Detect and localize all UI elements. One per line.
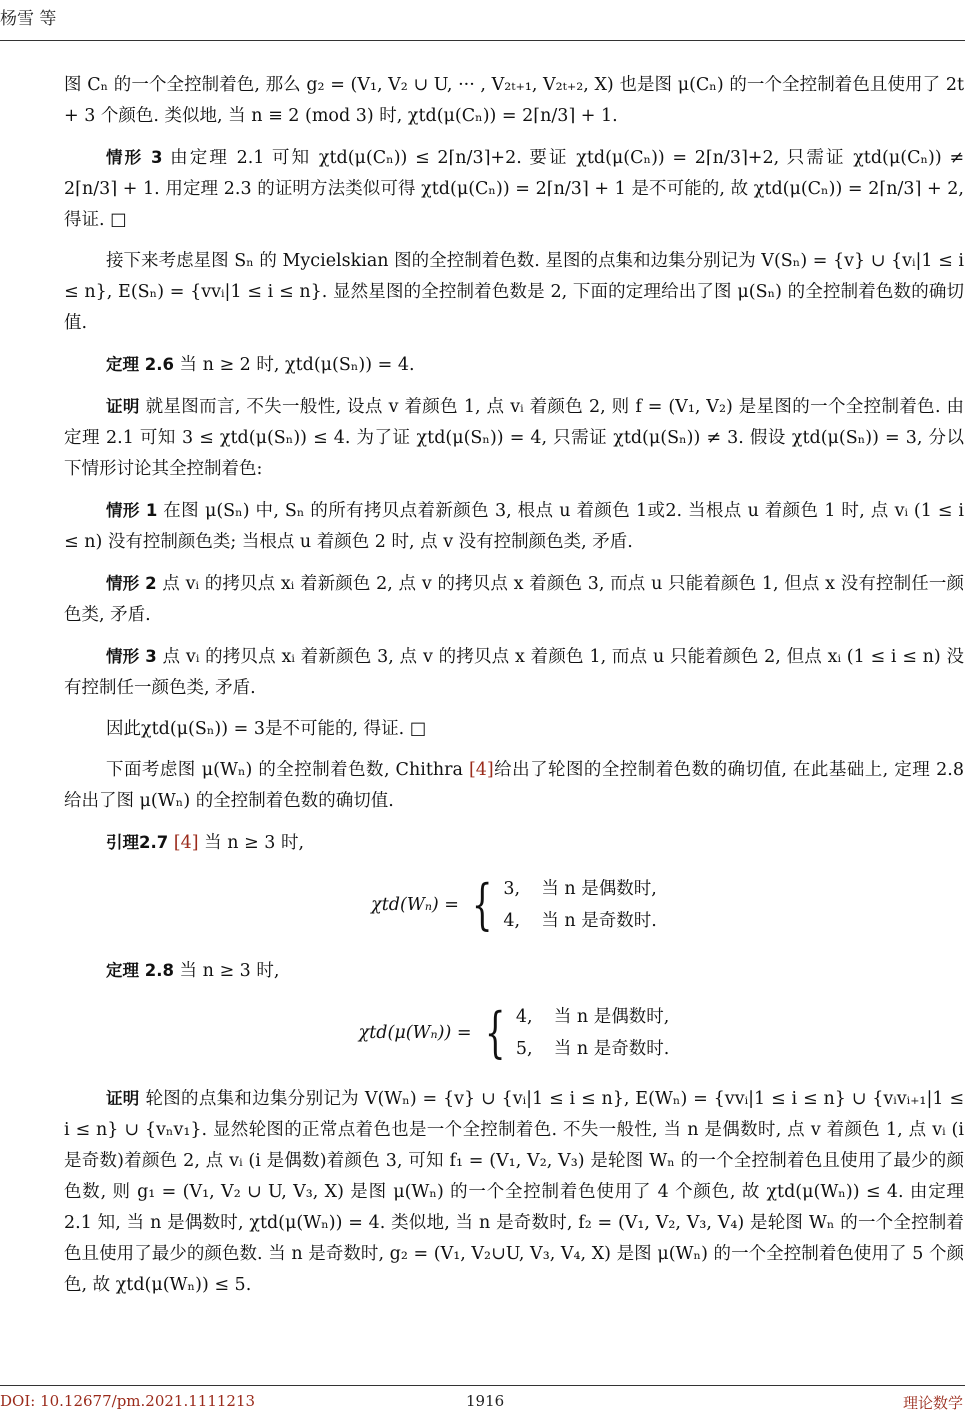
paragraph-text: 接下来考虑星图 Sₙ 的 Mycielskian 图的全控制着色数. 星图的点集和边集分别记为 V(Sₙ) = {v} ∪ {vᵢ|1 ≤ i ≤ n}, E(Sₙ) = {vvᵢ|1 ≤ i ≤ n}. 显然星图的全控制着色数是 2, 下面的定理给出了图 μ(Sₙ) 的全控制着色数的确切值.	[64, 251, 964, 333]
equation-theorem-2-8	[64, 1001, 964, 1065]
paragraph	[64, 70, 964, 132]
paragraph-text: 在图 μ(Sₙ) 中, Sₙ 的所有拷贝点着新颜色 3, 根点 u 着颜色 1或2. 当根点 u 着颜色 1 时, 点 vᵢ (1 ≤ i ≤ n) 没有控制颜色类; 当根点 u 着颜色 2 时, 点 v 没有控制颜色类, 矛盾.	[64, 501, 964, 552]
case-condition: 当 n 是偶数时,	[553, 1007, 670, 1027]
paragraph	[64, 246, 964, 339]
case-row	[516, 1033, 669, 1065]
paragraph-text: 下面考虑图 μ(Wₙ) 的全控制着色数, Chithra	[106, 760, 469, 780]
theorem-2-8	[64, 955, 964, 987]
paragraph-text: 点 vᵢ 的拷贝点 xᵢ 着新颜色 2, 点 v 的拷贝点 x 着颜色 3, 而点 u 只能着颜色 1, 但点 x 没有控制任一颜色类, 矛盾.	[64, 574, 964, 625]
paragraph-case-2	[64, 568, 964, 631]
doi-link[interactable]: DOI: 10.12677/pm.2021.1111213	[0, 1392, 256, 1410]
footer-divider	[0, 1385, 965, 1386]
header-divider	[0, 40, 965, 41]
paragraph-text: 就星图而言, 不失一般性, 设点 v 着颜色 1, 点 vᵢ 着颜色 2, 则 f = (V₁, V₂) 是星图的一个全控制着色. 由定理 2.1 可知 3 ≤ χtd(μ(Sₙ)) ≤ 4. 为了证 χtd(μ(Sₙ)) = 4, 只需证 χtd(μ(Sₙ)) ≠ 3. 假设 χtd(μ(Sₙ)) = 3, 分以下情形讨论其全控制着色:	[64, 397, 965, 479]
theorem-text: 当 n ≥ 3 时,	[173, 961, 280, 981]
lemma-text: 当 n ≥ 3 时,	[198, 833, 305, 853]
case-row	[503, 905, 656, 937]
lemma-2-7	[64, 827, 964, 859]
citation-link[interactable]: [4]	[468, 760, 494, 780]
theorem-2-6	[64, 349, 964, 381]
paragraph-text: 给出了轮图的全控制着色数的确切值, 在此基础上, 定理 2.8 给出了图 μ(Wₙ) 的全控制着色数的确切值.	[64, 760, 964, 811]
equation-cases	[503, 873, 656, 937]
paragraph-text: 图 Cₙ 的一个全控制着色, 那么 g₂ = (V₁, V₂ ∪ U, ··· , V₂ₜ₊₁, V₂ₜ₊₂, X) 也是图 μ(Cₙ) 的一个全控制着色且使用了 2t + 3 个颜色. 类似地, 当 n ≡ 2 (mod 3) 时, χtd(μ(Cₙ)) = 2⌈n/3⌉ + 1.	[64, 75, 964, 126]
equation-lhs: χtd(μ(Wₙ)) =	[358, 1022, 472, 1043]
proof-label: 证明	[106, 1089, 140, 1108]
case-row	[516, 1001, 669, 1033]
case-value: 3,	[503, 879, 521, 899]
paragraph-case-1	[64, 495, 964, 558]
theorem-text: 当 n ≥ 2 时, χtd(μ(Sₙ)) = 4.	[173, 355, 415, 375]
case-value: 4,	[503, 911, 521, 931]
case-label: 情形 3	[106, 647, 157, 666]
paragraph-case-3b	[64, 641, 964, 704]
paragraph-case-3	[64, 142, 964, 236]
case-label: 情形 2	[106, 574, 157, 593]
cases-brace: {	[471, 873, 493, 936]
paper-body	[64, 70, 964, 1311]
paragraph-text: 轮图的点集和边集分别记为 V(Wₙ) = {v} ∪ {vᵢ|1 ≤ i ≤ n}, E(Wₙ) = {vvᵢ|1 ≤ i ≤ n} ∪ {vᵢvᵢ₊₁|1 ≤ i ≤ n} ∪ {vₙv₁}. 显然轮图的正常点着色也是一个全控制着色. 不失一般性, 当 n 是偶数时, 点 v 着颜色 1, 点 vᵢ (i 是奇数)着颜色 2, 点 vᵢ (i 是偶数)着颜色 3, 可知 f₁ = (V₁, V₂, V₃) 是轮图 Wₙ 的一个全控制着色且使用了最少的颜色数, 则 g₁ = (V₁, V₂ ∪ U, V₃, X) 是图 μ(Wₙ) 的一个全控制着色使用了 4 个颜色, 故 χtd(μ(Wₙ)) ≤ 4. 由定理 2.1 知, 当 n 是偶数时, χtd(μ(Wₙ)) = 4. 类似地, 当 n 是奇数时, f₂ = (V₁, V₂, V₃, V₄) 是轮图 Wₙ 的一个全控制着色且使用了最少的颜色数. 当 n 是奇数时, g₂ = (V₁, V₂∪U, V₃, V₄, X) 是图 μ(Wₙ) 的一个全控制着色使用了 5 个颜色, 故 χtd(μ(Wₙ)) ≤ 5.	[64, 1089, 965, 1295]
journal-name-link[interactable]: 理论数学	[902, 1394, 963, 1412]
case-value: 4,	[515, 1007, 533, 1027]
paragraph	[64, 755, 964, 817]
lemma-label: 引理2.7	[106, 833, 169, 852]
equation-lhs: χtd(Wₙ) =	[371, 894, 459, 915]
equation-lemma-2-7	[64, 873, 964, 937]
cases-brace: {	[484, 1001, 505, 1064]
paragraph-text: 因此χtd(μ(Sₙ)) = 3是不可能的, 得证. □	[106, 719, 427, 739]
paragraph-text: 点 vᵢ 的拷贝点 xᵢ 着新颜色 3, 点 v 的拷贝点 x 着颜色 1, 而点 u 只能着颜色 2, 但点 xᵢ (1 ≤ i ≤ n) 没有控制任一颜色类, 矛盾.	[64, 647, 964, 698]
running-header-author: 杨雪 等	[0, 9, 57, 29]
case-condition: 当 n 是奇数时.	[553, 1039, 670, 1059]
case-label: 情形 3	[106, 148, 163, 167]
paragraph-text: 由定理 2.1 可知 χtd(μ(Cₙ)) ≤ 2⌈n/3⌉+2. 要证 χtd(μ(Cₙ)) = 2⌈n/3⌉+2, 只需证 χtd(μ(Cₙ)) ≠ 2⌈n/3⌉ + 1. 用定理 2.3 的证明方法类似可得 χtd(μ(Cₙ)) = 2⌈n/3⌉ + 1 是不可能的, 故 χtd(μ(Cₙ)) = 2⌈n/3⌉ + 2, 得证. □	[64, 148, 964, 230]
case-condition: 当 n 是奇数时.	[541, 911, 657, 931]
page-number: 1916	[466, 1392, 505, 1410]
proof-paragraph	[64, 1083, 964, 1301]
proof-label: 证明	[106, 397, 140, 416]
theorem-label: 定理 2.6	[106, 355, 174, 374]
case-row	[503, 873, 656, 905]
paragraph	[64, 714, 964, 745]
case-value: 5,	[515, 1039, 533, 1059]
proof-paragraph	[64, 391, 964, 485]
case-label: 情形 1	[106, 501, 158, 520]
theorem-label: 定理 2.8	[106, 961, 174, 980]
case-condition: 当 n 是偶数时,	[541, 879, 657, 899]
citation-link[interactable]: [4]	[168, 833, 199, 853]
equation-cases	[516, 1001, 669, 1065]
